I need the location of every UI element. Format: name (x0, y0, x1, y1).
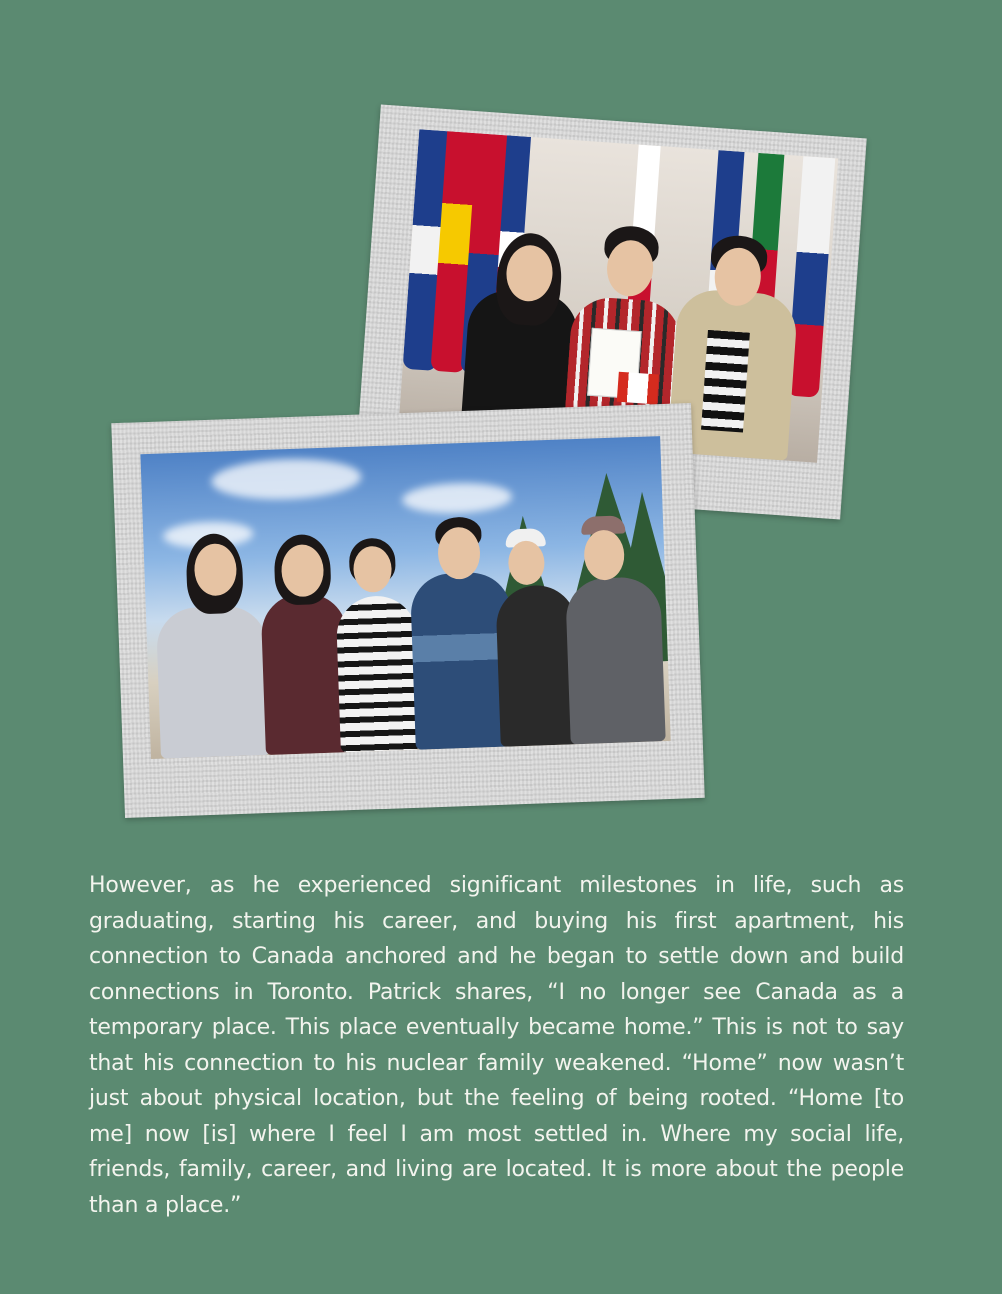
family-outdoors-photo (140, 436, 670, 759)
person (156, 605, 271, 759)
polaroid-frame-family (111, 403, 704, 818)
cloud (211, 457, 362, 502)
canadian-flag (617, 372, 659, 405)
person (565, 576, 666, 744)
cloud (402, 481, 513, 515)
person-head (353, 546, 393, 593)
person (336, 595, 421, 753)
body-paragraph: However, as he experienced significant milestones in life, such as graduating, starting his career, and buying his first apartment, his connection to Canada anchored and he began to settle down and build connections in Toronto. Patrick shares, “I no longer see Canada as a temporary place. This place eventually became home.” This is not to say that his connection to his nuclear family weakened. “Home” now wasn’t just about physical location, but the feeling of being rooted. “Home [to me] now [is] where I feel I am most settled in. Where my social life, friends, family, career, and living are located. It is more about the people than a place.” (89, 873, 904, 1218)
striped-sweater (701, 330, 750, 433)
